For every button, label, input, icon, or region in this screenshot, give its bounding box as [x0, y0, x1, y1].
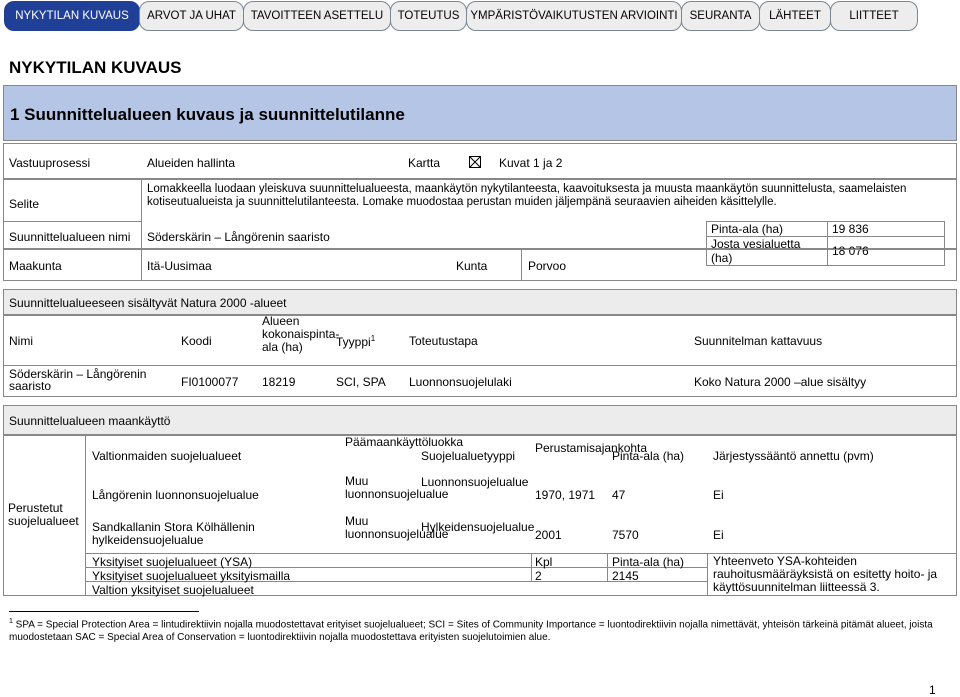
- valtion-label: Valtion yksityiset suojelualueet: [92, 583, 254, 597]
- selite-text: Lomakkeella luodaan yleiskuva suunnittelualueesta, maankäytön nykytilanteesta, kaavoituksesta ja muusta maankäytön suunnittelusta, saamelaisten kotiseutualueista ja suunnittelutilanteesta. Lomake muodostaa perustan muiden jäljempänä seuraavien aiheiden käsittelylle.: [147, 183, 907, 208]
- vesi-label: Josta vesialuetta (ha): [707, 237, 828, 266]
- mk-row2-name: Sandkallanin Stora Kölhällenin hylkeidensuojelualue: [92, 520, 255, 547]
- vastuu-value: Alueiden hallinta: [147, 156, 236, 170]
- kartta-checkbox[interactable]: [469, 156, 481, 168]
- selite-label: Selite: [9, 197, 40, 211]
- natura-row-nimi: Söderskärin – Långörenin saaristo: [9, 367, 147, 393]
- natura-row-kattavuus: Koko Natura 2000 –alue sisältyy: [694, 375, 867, 389]
- mk-header-pvm: Perustamisajankohta: [535, 441, 648, 455]
- mk-row2-paa: Muu luonnonsuojelualue: [345, 514, 449, 541]
- ysa-label: Yksityiset suojelualueet (YSA): [92, 555, 253, 569]
- page-number: 1: [929, 683, 936, 697]
- nav-tab-seuranta[interactable]: SEURANTA: [681, 1, 760, 31]
- vastuu-label: Vastuuprosessi: [9, 156, 91, 170]
- mk-row1-paa: Muu luonnonsuojelualue: [345, 474, 449, 501]
- natura-header-tyyppi: Tyyppi$^1$: [336, 334, 376, 349]
- mk-row1-pvm: 1970, 1971: [535, 488, 596, 502]
- mk-row2-tyyppi: Hylkeidensuojelualue: [421, 520, 535, 534]
- natura-header-toteutus: Toteutustapa: [409, 334, 478, 348]
- mk-row2-jarj: Ei: [713, 528, 724, 542]
- kartta-label: Kartta: [408, 156, 441, 170]
- kartta-value: Kuvat 1 ja 2: [499, 156, 563, 170]
- kunta-label: Kunta: [456, 259, 488, 273]
- checked-icon: [470, 157, 480, 167]
- mk-header-jarj: Järjestyssääntö annettu (pvm): [713, 449, 874, 463]
- natura-header-ala: Alueen kokonaispinta-ala (ha): [262, 314, 340, 354]
- vesi-value: 18 076: [828, 237, 945, 266]
- nav-tab-tavoitteen-asettelu[interactable]: TAVOITTEEN ASETTELU: [243, 1, 391, 31]
- nav-tab-nykytilan-kuvaus[interactable]: NYKYTILAN KUVAUS: [4, 1, 140, 31]
- maankaytto-title: Suunnittelualueen maankäyttö: [9, 414, 171, 428]
- nimi-value: Söderskärin – Långörenin saaristo: [147, 230, 330, 244]
- ysa-kpl-label: Kpl: [535, 555, 553, 569]
- natura-header-nimi: Nimi: [9, 334, 33, 348]
- ysa-ala-label: Pinta-ala (ha): [612, 555, 685, 569]
- nav-tab-toteutus[interactable]: TOTEUTUS: [390, 1, 467, 31]
- top-navigation: [4, 1, 918, 31]
- section-header: [3, 85, 957, 141]
- mk-row1-ala: 47: [612, 488, 626, 502]
- pinta-label: Pinta-ala (ha): [707, 222, 828, 237]
- maakunta-label: Maakunta: [9, 259, 62, 273]
- section-title: 1 Suunnittelualueen kuvaus ja suunnittelutilanne: [10, 105, 405, 124]
- maankaytto-side-label: Perustetut suojelualueet: [8, 501, 79, 528]
- ysa-row-label: Yksityiset suojelualueet yksityismailla: [92, 569, 291, 583]
- pinta-value: 19 836: [828, 222, 945, 237]
- nav-tab-arvot-ja-uhat[interactable]: ARVOT JA UHAT: [139, 1, 244, 31]
- natura-title: Suunnittelualueeseen sisältyvät Natura 2000 -alueet: [9, 296, 287, 310]
- kunta-value: Porvoo: [528, 259, 567, 273]
- natura-row-toteutus: Luonnonsuojelulaki: [409, 375, 512, 389]
- natura-header-kattavuus: Suunnitelman kattavuus: [694, 334, 823, 348]
- yhteenveto-text: Yhteenveto YSA-kohteiden rauhoitusmääräyksistä on esitetty hoito- ja käyttösuunnitelman liitteessä 3.: [713, 554, 938, 594]
- mk-row1-name: Långörenin luonnonsuojelualue: [92, 488, 259, 502]
- natura-row-koodi: FI0100077: [181, 375, 239, 389]
- mk-header-ala: Pinta-ala (ha): [612, 449, 685, 463]
- mk-row2-pvm: 2001: [535, 528, 562, 542]
- mk-row2-ala: 7570: [612, 528, 639, 542]
- page-title: NYKYTILAN KUVAUS: [9, 58, 182, 77]
- mk-row1-jarj: Ei: [713, 488, 724, 502]
- nav-tab-ymparistovaikutusten-arviointi[interactable]: YMPÄRISTÖVAIKUTUSTEN ARVIOINTI: [466, 1, 682, 31]
- mk-header-paa: Päämaankäyttöluokka: [345, 435, 464, 449]
- natura-row-tyyppi: SCI, SPA: [336, 375, 386, 389]
- natura-row-ala: 18219: [262, 375, 296, 389]
- mk-header-name: Valtionmaiden suojelualueet: [92, 449, 242, 463]
- mk-row1-tyyppi: Luonnonsuojelualue: [421, 475, 529, 489]
- nav-tab-lahteet[interactable]: LÄHTEET: [759, 1, 831, 31]
- nimi-label: Suunnittelualueen nimi: [9, 230, 131, 244]
- natura-header-koodi: Koodi: [181, 334, 212, 348]
- footnote: $^1$ SPA = Special Protection Area = lintudirektiivin nojalla muodostettavat erityiset suojelualueet; SCI = Sites of Community Importance = luontodirektiivin nojalla nimettävät, yhteisön tärkeinä pitämät alueet, joista muodostetaan SAC = Special Area of Conservation = luontodirektiivin nojalla muodostettava erityisten suojelutoimien alue.: [9, 618, 933, 644]
- mk-header-tyyppi: Suojelualuetyyppi: [421, 449, 516, 463]
- nav-tab-liitteet[interactable]: LIITTEET: [830, 1, 918, 31]
- ysa-row-kpl: 2: [535, 569, 542, 583]
- ysa-row-ala: 2145: [612, 569, 639, 583]
- maakunta-value: Itä-Uusimaa: [147, 259, 212, 273]
